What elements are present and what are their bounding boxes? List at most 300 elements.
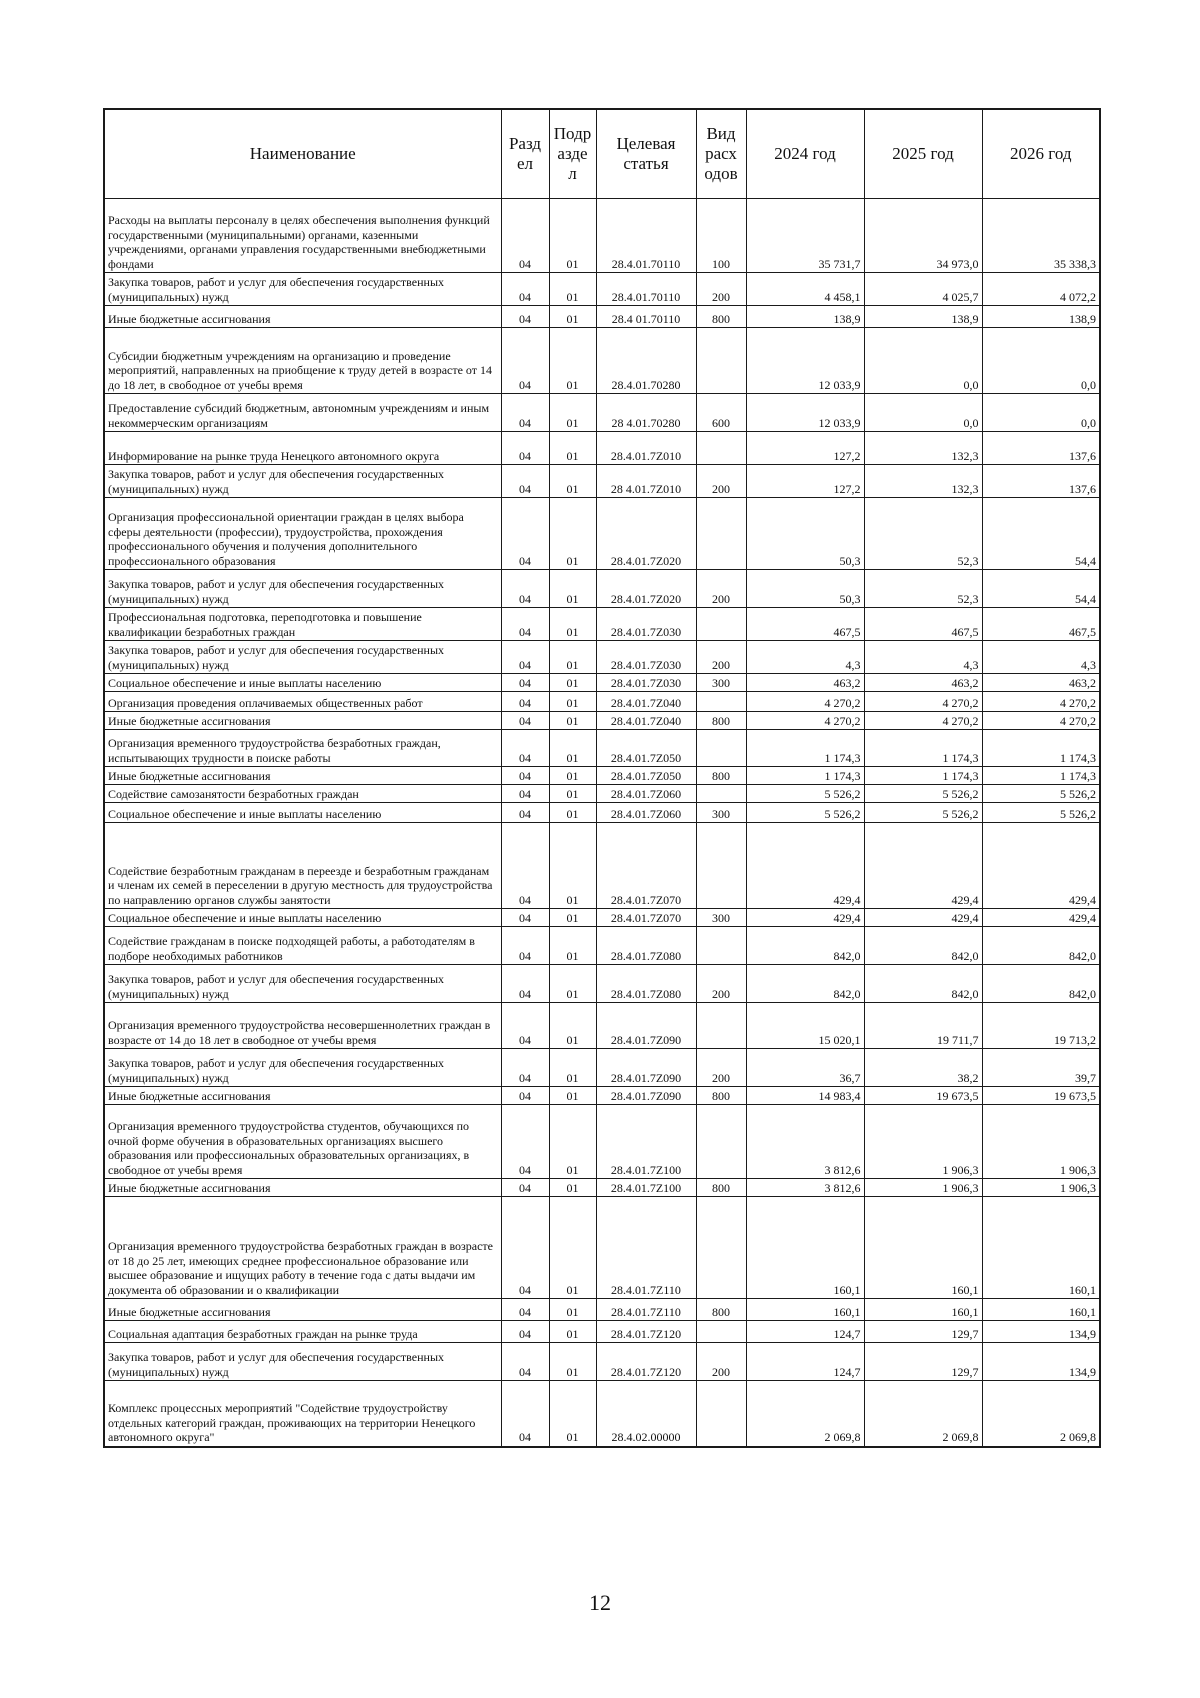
row-target: 28.4.01.7Z090 <box>596 1049 696 1087</box>
row-name: Расходы на выплаты персоналу в целях обеспечения выполнения функций государственными (муниципальными) органами, казенными учреждениями, органами управления государственными внебюджетными фондами <box>104 199 501 273</box>
row-value-2025: 0,0 <box>864 394 982 432</box>
row-target: 28.4.01.7Z030 <box>596 608 696 641</box>
row-section: 04 <box>501 1197 549 1299</box>
row-value-2024: 5 526,2 <box>746 785 864 803</box>
budget-table <box>103 108 1101 1448</box>
row-name: Комплекс процессных мероприятий "Содействие трудоустройству отдельных категорий граждан, проживающих на территории Ненецкого автономного округа" <box>104 1381 501 1447</box>
row-name: Закупка товаров, работ и услуг для обеспечения государственных (муниципальных) нужд <box>104 273 501 306</box>
row-value-2024: 124,7 <box>746 1343 864 1381</box>
row-section: 04 <box>501 1049 549 1087</box>
row-value-2024: 160,1 <box>746 1197 864 1299</box>
row-target: 28.4.01.70110 <box>596 273 696 306</box>
row-name: Иные бюджетные ассигнования <box>104 1179 501 1197</box>
table-row <box>104 641 1100 674</box>
row-value-2024: 467,5 <box>746 608 864 641</box>
row-section: 04 <box>501 785 549 803</box>
row-value-2026: 160,1 <box>982 1299 1100 1321</box>
row-type: 800 <box>696 767 746 785</box>
row-name: Организация проведения оплачиваемых общественных работ <box>104 692 501 712</box>
table-row <box>104 328 1100 394</box>
row-value-2026: 429,4 <box>982 823 1100 909</box>
row-subsection: 01 <box>549 641 596 674</box>
table-body <box>104 199 1100 1447</box>
table-row <box>104 1003 1100 1049</box>
row-value-2024: 127,2 <box>746 465 864 498</box>
row-value-2024: 1 174,3 <box>746 730 864 767</box>
table-row <box>104 394 1100 432</box>
row-section: 04 <box>501 692 549 712</box>
table-row <box>104 1087 1100 1105</box>
row-section: 04 <box>501 803 549 823</box>
row-target: 28.4.01.7Z100 <box>596 1105 696 1179</box>
row-target: 28.4.01.7Z070 <box>596 823 696 909</box>
row-value-2024: 4,3 <box>746 641 864 674</box>
table-row <box>104 1197 1100 1299</box>
row-value-2026: 137,6 <box>982 432 1100 465</box>
table-row <box>104 1343 1100 1381</box>
row-type <box>696 498 746 570</box>
row-name: Содействие безработным гражданам в переезде и безработным гражданам и членам их семей в переселении в другую местность для трудоустройства по направлению органов службы занятости <box>104 823 501 909</box>
row-value-2024: 124,7 <box>746 1321 864 1343</box>
row-value-2025: 52,3 <box>864 570 982 608</box>
row-value-2024: 160,1 <box>746 1299 864 1321</box>
row-type: 200 <box>696 570 746 608</box>
row-subsection: 01 <box>549 692 596 712</box>
row-name: Иные бюджетные ассигнования <box>104 1087 501 1105</box>
row-type: 200 <box>696 1049 746 1087</box>
row-name: Организация временного трудоустройства студентов, обучающихся по очной форме обучения в образовательных организациях высшего образования или профессиональных образовательных организациях, в свободное от учебы время <box>104 1105 501 1179</box>
row-type <box>696 432 746 465</box>
row-section: 04 <box>501 712 549 730</box>
table-row <box>104 965 1100 1003</box>
table-row <box>104 1105 1100 1179</box>
row-subsection: 01 <box>549 1179 596 1197</box>
row-section: 04 <box>501 1299 549 1321</box>
row-value-2024: 50,3 <box>746 570 864 608</box>
row-section: 04 <box>501 394 549 432</box>
row-value-2024: 12 033,9 <box>746 394 864 432</box>
row-section: 04 <box>501 1087 549 1105</box>
row-value-2026: 842,0 <box>982 965 1100 1003</box>
header-name: Наименование <box>104 109 501 199</box>
row-name: Закупка товаров, работ и услуг для обеспечения государственных (муниципальных) нужд <box>104 965 501 1003</box>
row-value-2026: 0,0 <box>982 328 1100 394</box>
row-target: 28.4.02.00000 <box>596 1381 696 1447</box>
row-section: 04 <box>501 1381 549 1447</box>
table-row <box>104 927 1100 965</box>
row-type: 800 <box>696 1179 746 1197</box>
header-subsection: Подр азде л <box>549 109 596 199</box>
row-name: Социальное обеспечение и иные выплаты населению <box>104 674 501 692</box>
row-subsection: 01 <box>549 570 596 608</box>
row-name: Организация профессиональной ориентации граждан в целях выбора сферы деятельности (профессии), трудоустройства, прохождения профессионального обучения и получения дополнительного профессионального образования <box>104 498 501 570</box>
row-value-2024: 4 270,2 <box>746 692 864 712</box>
row-name: Иные бюджетные ассигнования <box>104 306 501 328</box>
row-value-2025: 1 906,3 <box>864 1179 982 1197</box>
row-type <box>696 823 746 909</box>
row-subsection: 01 <box>549 1343 596 1381</box>
row-value-2025: 5 526,2 <box>864 785 982 803</box>
row-value-2024: 842,0 <box>746 965 864 1003</box>
table-row <box>104 273 1100 306</box>
row-type: 800 <box>696 712 746 730</box>
row-name: Социальное обеспечение и иные выплаты населению <box>104 909 501 927</box>
row-value-2025: 429,4 <box>864 823 982 909</box>
row-value-2026: 842,0 <box>982 927 1100 965</box>
row-section: 04 <box>501 641 549 674</box>
row-value-2025: 160,1 <box>864 1299 982 1321</box>
row-value-2025: 5 526,2 <box>864 803 982 823</box>
row-value-2026: 134,9 <box>982 1321 1100 1343</box>
row-value-2024: 3 812,6 <box>746 1179 864 1197</box>
row-name: Субсидии бюджетным учреждениям на организацию и проведение мероприятий, направленных на приобщение к труду детей в возрасте от 14 до 18 лет, в свободное от учебы время <box>104 328 501 394</box>
row-value-2025: 4,3 <box>864 641 982 674</box>
row-value-2026: 5 526,2 <box>982 803 1100 823</box>
row-target: 28.4.01.7Z120 <box>596 1321 696 1343</box>
row-subsection: 01 <box>549 1299 596 1321</box>
row-value-2024: 4 458,1 <box>746 273 864 306</box>
row-section: 04 <box>501 927 549 965</box>
row-value-2025: 1 174,3 <box>864 767 982 785</box>
row-subsection: 01 <box>549 1087 596 1105</box>
row-type <box>696 692 746 712</box>
row-target: 28.4.01.7Z090 <box>596 1087 696 1105</box>
row-value-2025: 34 973,0 <box>864 199 982 273</box>
row-value-2024: 36,7 <box>746 1049 864 1087</box>
row-value-2026: 5 526,2 <box>982 785 1100 803</box>
row-value-2024: 15 020,1 <box>746 1003 864 1049</box>
row-value-2025: 129,7 <box>864 1321 982 1343</box>
row-target: 28.4.01.7Z100 <box>596 1179 696 1197</box>
row-subsection: 01 <box>549 1105 596 1179</box>
row-value-2026: 463,2 <box>982 674 1100 692</box>
row-type <box>696 608 746 641</box>
row-type: 200 <box>696 1343 746 1381</box>
row-value-2024: 2 069,8 <box>746 1381 864 1447</box>
row-value-2025: 132,3 <box>864 465 982 498</box>
row-type: 800 <box>696 306 746 328</box>
table-row <box>104 674 1100 692</box>
row-section: 04 <box>501 1105 549 1179</box>
row-value-2026: 160,1 <box>982 1197 1100 1299</box>
page-number: 12 <box>589 1590 611 1615</box>
row-name: Закупка товаров, работ и услуг для обеспечения государственных (муниципальных) нужд <box>104 570 501 608</box>
table-row <box>104 1179 1100 1197</box>
row-value-2025: 467,5 <box>864 608 982 641</box>
row-value-2025: 19 711,7 <box>864 1003 982 1049</box>
row-subsection: 01 <box>549 803 596 823</box>
row-section: 04 <box>501 432 549 465</box>
row-value-2024: 35 731,7 <box>746 199 864 273</box>
row-subsection: 01 <box>549 432 596 465</box>
row-value-2026: 4 270,2 <box>982 712 1100 730</box>
row-type: 800 <box>696 1299 746 1321</box>
row-type <box>696 927 746 965</box>
row-type <box>696 1197 746 1299</box>
row-target: 28.4.01.7Z050 <box>596 767 696 785</box>
row-name: Предоставление субсидий бюджетным, автономным учреждениям и иным некоммерческим организациям <box>104 394 501 432</box>
table-row <box>104 498 1100 570</box>
row-section: 04 <box>501 1179 549 1197</box>
table-row <box>104 199 1100 273</box>
row-value-2026: 2 069,8 <box>982 1381 1100 1447</box>
row-value-2024: 4 270,2 <box>746 712 864 730</box>
row-value-2026: 19 713,2 <box>982 1003 1100 1049</box>
row-value-2025: 138,9 <box>864 306 982 328</box>
row-target: 28.4.01.7Z080 <box>596 927 696 965</box>
row-section: 04 <box>501 767 549 785</box>
row-name: Профессиональная подготовка, переподготовка и повышение квалификации безработных граждан <box>104 608 501 641</box>
row-section: 04 <box>501 823 549 909</box>
row-subsection: 01 <box>549 1197 596 1299</box>
row-value-2025: 1 906,3 <box>864 1105 982 1179</box>
row-name: Закупка товаров, работ и услуг для обеспечения государственных (муниципальных) нужд <box>104 1343 501 1381</box>
row-type <box>696 1381 746 1447</box>
row-target: 28.4.01.7Z050 <box>596 730 696 767</box>
table-row <box>104 823 1100 909</box>
row-type: 200 <box>696 273 746 306</box>
row-value-2025: 1 174,3 <box>864 730 982 767</box>
row-subsection: 01 <box>549 1321 596 1343</box>
row-subsection: 01 <box>549 465 596 498</box>
row-value-2025: 4 270,2 <box>864 712 982 730</box>
row-name: Содействие гражданам в поиске подходящей работы, а работодателям в подборе необходимых работников <box>104 927 501 965</box>
row-value-2025: 842,0 <box>864 927 982 965</box>
row-value-2026: 138,9 <box>982 306 1100 328</box>
table-row <box>104 909 1100 927</box>
row-section: 04 <box>501 498 549 570</box>
table-row <box>104 712 1100 730</box>
row-type <box>696 1321 746 1343</box>
row-name: Иные бюджетные ассигнования <box>104 712 501 730</box>
row-value-2026: 19 673,5 <box>982 1087 1100 1105</box>
row-section: 04 <box>501 1003 549 1049</box>
row-value-2026: 1 174,3 <box>982 767 1100 785</box>
row-value-2026: 0,0 <box>982 394 1100 432</box>
row-target: 28.4.01.70280 <box>596 328 696 394</box>
row-type <box>696 1003 746 1049</box>
table-row <box>104 785 1100 803</box>
row-subsection: 01 <box>549 823 596 909</box>
row-section: 04 <box>501 1321 549 1343</box>
row-type: 200 <box>696 641 746 674</box>
row-subsection: 01 <box>549 927 596 965</box>
row-name: Информирование на рынке труда Ненецкого автономного округа <box>104 432 501 465</box>
row-value-2026: 1 174,3 <box>982 730 1100 767</box>
row-type <box>696 730 746 767</box>
row-value-2026: 1 906,3 <box>982 1179 1100 1197</box>
row-section: 04 <box>501 674 549 692</box>
table-row <box>104 306 1100 328</box>
row-value-2026: 39,7 <box>982 1049 1100 1087</box>
header-2024: 2024 год <box>746 109 864 199</box>
row-subsection: 01 <box>549 785 596 803</box>
table-row <box>104 608 1100 641</box>
row-name: Иные бюджетные ассигнования <box>104 767 501 785</box>
row-value-2026: 4 072,2 <box>982 273 1100 306</box>
table-row <box>104 730 1100 767</box>
row-value-2024: 429,4 <box>746 823 864 909</box>
row-value-2025: 0,0 <box>864 328 982 394</box>
row-subsection: 01 <box>549 965 596 1003</box>
row-value-2025: 4 270,2 <box>864 692 982 712</box>
row-target: 28 4.01.7Z010 <box>596 465 696 498</box>
row-value-2024: 1 174,3 <box>746 767 864 785</box>
row-subsection: 01 <box>549 1049 596 1087</box>
row-value-2025: 129,7 <box>864 1343 982 1381</box>
row-target: 28.4.01.7Z060 <box>596 785 696 803</box>
row-section: 04 <box>501 328 549 394</box>
row-section: 04 <box>501 465 549 498</box>
row-value-2025: 4 025,7 <box>864 273 982 306</box>
row-target: 28.4.01.7Z040 <box>596 712 696 730</box>
row-target: 28.4.01.7Z030 <box>596 674 696 692</box>
row-value-2024: 3 812,6 <box>746 1105 864 1179</box>
row-target: 28.4.01.7Z110 <box>596 1299 696 1321</box>
row-value-2026: 4 270,2 <box>982 692 1100 712</box>
row-type: 200 <box>696 465 746 498</box>
row-type: 800 <box>696 1087 746 1105</box>
row-section: 04 <box>501 273 549 306</box>
row-value-2025: 2 069,8 <box>864 1381 982 1447</box>
row-section: 04 <box>501 608 549 641</box>
row-section: 04 <box>501 199 549 273</box>
table-row <box>104 570 1100 608</box>
table-row <box>104 767 1100 785</box>
row-section: 04 <box>501 570 549 608</box>
row-type: 300 <box>696 909 746 927</box>
row-section: 04 <box>501 306 549 328</box>
row-value-2025: 52,3 <box>864 498 982 570</box>
row-type <box>696 785 746 803</box>
table-row <box>104 1381 1100 1447</box>
header-2026: 2026 год <box>982 109 1100 199</box>
row-name: Социальная адаптация безработных граждан на рынке труда <box>104 1321 501 1343</box>
row-value-2026: 4,3 <box>982 641 1100 674</box>
row-type <box>696 1105 746 1179</box>
row-target: 28.4.01.7Z120 <box>596 1343 696 1381</box>
row-subsection: 01 <box>549 674 596 692</box>
table-row <box>104 432 1100 465</box>
row-value-2024: 842,0 <box>746 927 864 965</box>
row-name: Организация временного трудоустройства безработных граждан в возрасте от 18 до 25 лет, имеющих среднее профессиональное образование или высшее образование и ищущих работу в течение года с даты выдачи им документа об образовании и о квалификации <box>104 1197 501 1299</box>
row-section: 04 <box>501 1343 549 1381</box>
row-value-2024: 5 526,2 <box>746 803 864 823</box>
row-subsection: 01 <box>549 328 596 394</box>
header-section: Разд ел <box>501 109 549 199</box>
row-value-2026: 134,9 <box>982 1343 1100 1381</box>
row-value-2024: 12 033,9 <box>746 328 864 394</box>
row-name: Закупка товаров, работ и услуг для обеспечения государственных (муниципальных) нужд <box>104 1049 501 1087</box>
row-target: 28.4.01.7Z060 <box>596 803 696 823</box>
table-row <box>104 1049 1100 1087</box>
header-2025: 2025 год <box>864 109 982 199</box>
row-value-2026: 137,6 <box>982 465 1100 498</box>
row-target: 28.4.01.7Z110 <box>596 1197 696 1299</box>
row-target: 28.4.01.7Z090 <box>596 1003 696 1049</box>
row-type: 100 <box>696 199 746 273</box>
row-value-2024: 138,9 <box>746 306 864 328</box>
row-name: Закупка товаров, работ и услуг для обеспечения государственных (муниципальных) нужд <box>104 641 501 674</box>
row-subsection: 01 <box>549 712 596 730</box>
row-value-2025: 160,1 <box>864 1197 982 1299</box>
row-value-2024: 429,4 <box>746 909 864 927</box>
row-type: 300 <box>696 803 746 823</box>
row-value-2025: 19 673,5 <box>864 1087 982 1105</box>
row-value-2025: 132,3 <box>864 432 982 465</box>
row-target: 28.4.01.7Z020 <box>596 498 696 570</box>
row-section: 04 <box>501 965 549 1003</box>
table-row <box>104 1299 1100 1321</box>
row-subsection: 01 <box>549 306 596 328</box>
row-subsection: 01 <box>549 394 596 432</box>
row-value-2026: 467,5 <box>982 608 1100 641</box>
row-type: 200 <box>696 965 746 1003</box>
row-target: 28 4.01.70280 <box>596 394 696 432</box>
row-value-2025: 38,2 <box>864 1049 982 1087</box>
table-header-row <box>104 109 1100 199</box>
row-section: 04 <box>501 730 549 767</box>
row-name: Иные бюджетные ассигнования <box>104 1299 501 1321</box>
row-name: Организация временного трудоустройства несовершеннолетних граждан в возрасте от 14 до 18 лет в свободное от учебы время <box>104 1003 501 1049</box>
table-row <box>104 465 1100 498</box>
row-subsection: 01 <box>549 767 596 785</box>
row-value-2025: 463,2 <box>864 674 982 692</box>
row-value-2025: 429,4 <box>864 909 982 927</box>
row-value-2026: 429,4 <box>982 909 1100 927</box>
row-name: Организация временного трудоустройства безработных граждан, испытывающих трудности в поиске работы <box>104 730 501 767</box>
row-target: 28.4.01.7Z020 <box>596 570 696 608</box>
table-row <box>104 692 1100 712</box>
row-section: 04 <box>501 909 549 927</box>
row-target: 28.4.01.7Z040 <box>596 692 696 712</box>
row-target: 28.4.01.70110 <box>596 199 696 273</box>
row-value-2026: 54,4 <box>982 498 1100 570</box>
row-target: 28.4.01.7Z080 <box>596 965 696 1003</box>
row-value-2024: 127,2 <box>746 432 864 465</box>
row-value-2025: 842,0 <box>864 965 982 1003</box>
table-row <box>104 803 1100 823</box>
row-subsection: 01 <box>549 199 596 273</box>
row-target: 28.4.01.7Z010 <box>596 432 696 465</box>
row-subsection: 01 <box>549 273 596 306</box>
row-subsection: 01 <box>549 498 596 570</box>
row-type <box>696 328 746 394</box>
row-target: 28.4.01.7Z030 <box>596 641 696 674</box>
row-value-2024: 463,2 <box>746 674 864 692</box>
row-target: 28.4.01.7Z070 <box>596 909 696 927</box>
row-value-2024: 14 983,4 <box>746 1087 864 1105</box>
row-subsection: 01 <box>549 730 596 767</box>
row-subsection: 01 <box>549 1381 596 1447</box>
row-name: Содействие самозанятости безработных граждан <box>104 785 501 803</box>
row-value-2026: 35 338,3 <box>982 199 1100 273</box>
row-value-2024: 50,3 <box>746 498 864 570</box>
row-type: 300 <box>696 674 746 692</box>
header-target: Целевая статья <box>596 109 696 199</box>
row-value-2026: 1 906,3 <box>982 1105 1100 1179</box>
row-subsection: 01 <box>549 1003 596 1049</box>
row-name: Закупка товаров, работ и услуг для обеспечения государственных (муниципальных) нужд <box>104 465 501 498</box>
row-value-2026: 54,4 <box>982 570 1100 608</box>
row-name: Социальное обеспечение и иные выплаты населению <box>104 803 501 823</box>
row-type: 600 <box>696 394 746 432</box>
header-type: Вид расх одов <box>696 109 746 199</box>
row-subsection: 01 <box>549 909 596 927</box>
row-subsection: 01 <box>549 608 596 641</box>
row-target: 28.4 01.70110 <box>596 306 696 328</box>
table-row <box>104 1321 1100 1343</box>
